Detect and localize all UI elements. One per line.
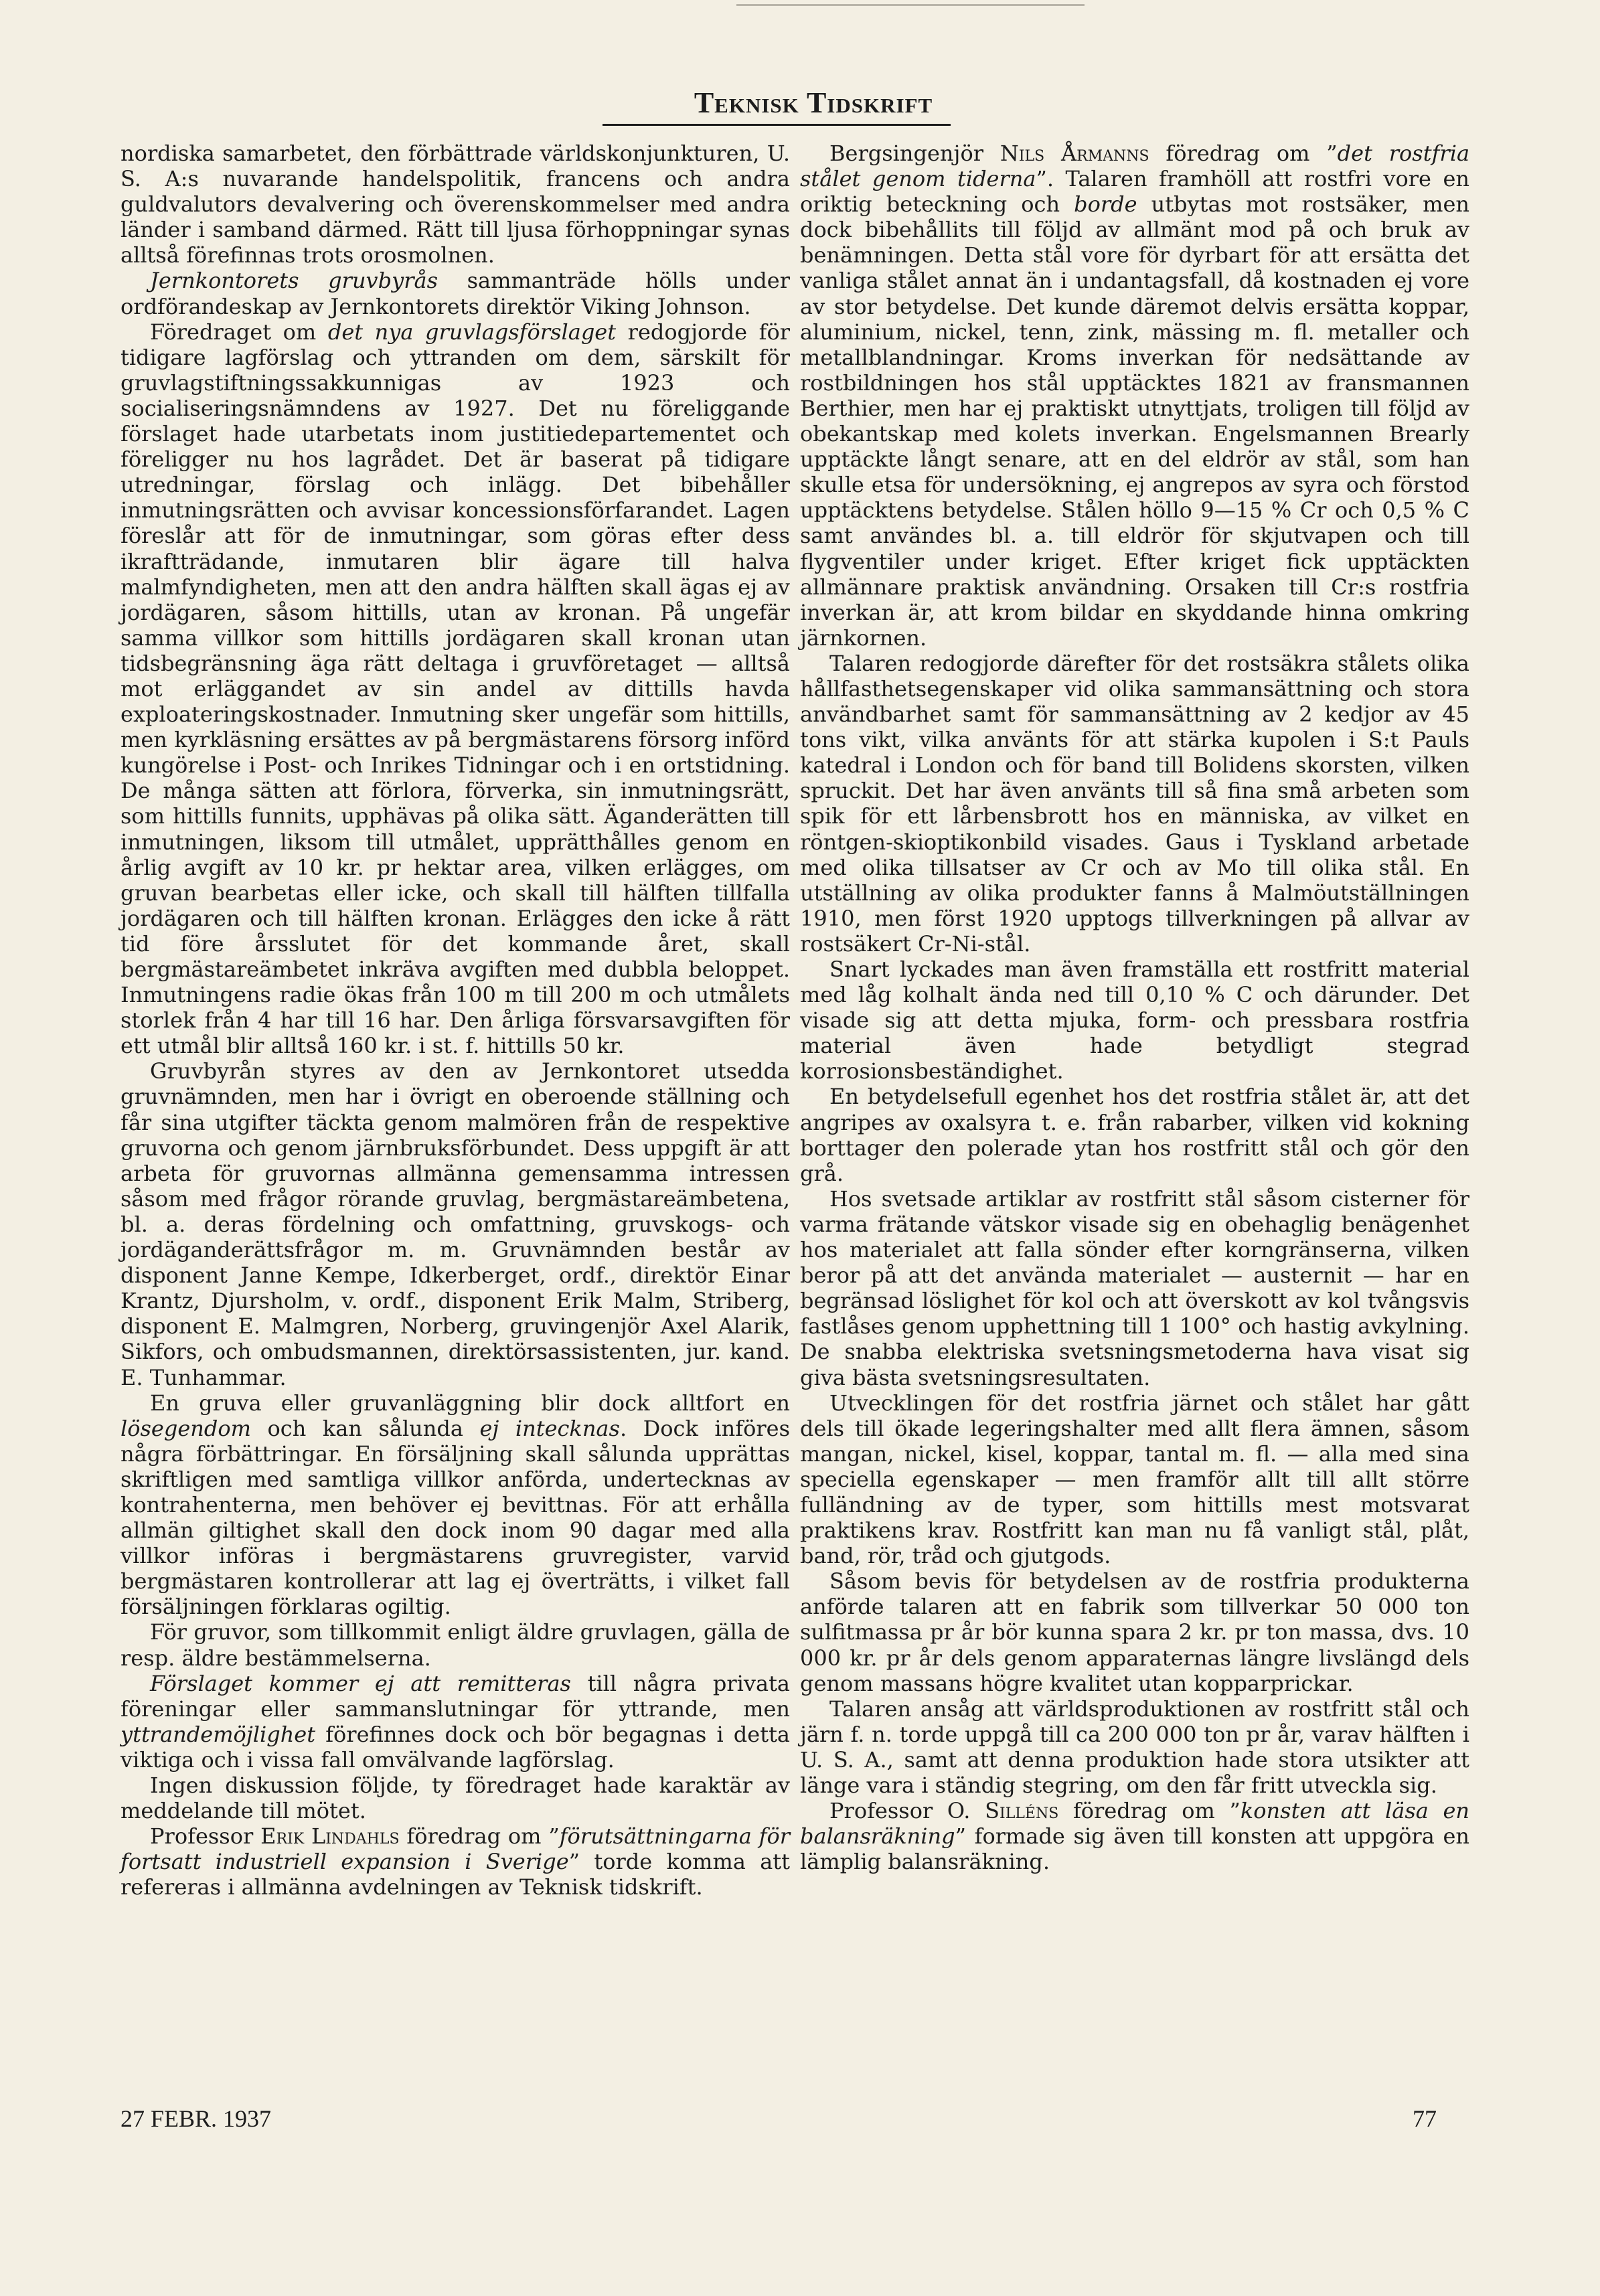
paragraph: Bergsingenjör Nils Årmanns föredrag om ”det rostfria stålet genom tiderna”. Talaren framhöll att rostfri vore en oriktig beteckning och borde utbytas mot rostsäker, men dock bibehållits till följd av allmänt mod på och bruk av benämningen. Detta stål vore för dyrbart för att ersätta det vanliga stålet annat än i undantagsfall, då kostnaden ej vore av stor betydelse. Det kunde däremot delvis ersätta koppar, aluminium, nickel, tenn, zink, mässing m. fl. metaller och metallblandningar. Kroms inverkan för nedsättande av rostbildningen hos stål upptäcktes 1821 av fransmannen Berthier, men har ej praktiskt utnyttjats, troligen till följd av obekantskap med kolets inverkan. Engelsmannen Brearly upptäckte långt senare, att en del eldrör av stål, som han skulle etsa för undersökning, ej angrepos av syra och förstod upptäcktens betydelse. Stålen höllo 9—15 % Cr och 0,5 % C samt användes bl. a. till eldrör för skjutvapen och till flygventiler under kriget. Efter kriget fick upptäckten allmännare praktisk användning. Orsaken till Cr:s rostfria inverkan är, att krom bildar en skyddande hinna omkring järnkornen. [800, 141, 1470, 651]
paragraph: En gruva eller gruvanläggning blir dock alltfort en lösegendom och kan sålunda ej intecknas. Dock införes några förbättringar. En försäljning skall sålunda upprättas skriftligen med samtliga villkor anförda, undertecknas av kontrahenterna, men behöver ej bevittnas. För att erhålla allmän giltighet skall den dock inom 90 dagar med alla villkor införas i bergmästarens gruvregister, varvid bergmästaren kontrollerar att lag ej överträtts, i vilket fall försäljningen förklaras ogiltig. [121, 1390, 791, 1620]
paragraph: Professor O. Silléns föredrag om ”konsten att läsa en balansräkning” formade sig även till konsten att uppgöra en lämplig balansräkning. [800, 1798, 1470, 1875]
top-edge-rule [736, 4, 1085, 6]
paragraph: Såsom bevis för betydelsen av de rostfria produkterna anförde talaren att en fabrik som tillverkar 50 000 ton sulfitmassa pr år bör kunna spara 2 kr. pr ton massa, dvs. 10 000 kr. pr år dels genom apparaternas längre livslängd dels genom massans högre kvalitet utan kopparprickar. [800, 1568, 1469, 1696]
paragraph: Jernkontorets gruvbyrås sammanträde hölls under ordförandeskap av Jernkontorets direktör Viking Johnson. [121, 268, 791, 319]
paragraph: Talaren redogjorde därefter för det rostsäkra stålets olika hållfasthetsegenskaper vid olika sammansättning och stora användbarhet samt för sammansättning av 2 kedjor av 45 tons vikt, vilka använts för att stärka kupolen i S:t Pauls katedral i London och för band till Bolidens skorsten, vilken spruckit. Det har även använts till så fina små arbeten som spik för ett lårbensbrott hos en människa, av vilket en röntgen-skioptikonbild visades. Gaus i Tyskland arbetade med olika tillsatser av Cr och av Mo till olika stål. En utställning av olika produkter fanns å Malmöutställningen 1910, men först 1920 upptogs tillverkningen på allvar av rostsäkert Cr-Ni-stål. [800, 650, 1469, 957]
paragraph: Utvecklingen för det rostfria järnet och stålet har gått dels till ökade legeringshalter med allt flera ämnen, såsom mangan, nickel, kisel, koppar, tantal m. fl. — alla med sina speciella egenskaper — men framför allt till allt större fulländning av de typer, som hittills mest motsvarat praktikens krav. Rostfritt kan man nu få vanligt stål, plåt, band, rör, tråd och gjutgods. [800, 1390, 1469, 1569]
journal-masthead: Teknisk Tidskrift [694, 86, 933, 119]
paragraph: Föredraget om det nya gruvlagsförslaget redogjorde för tidigare lagförslag och yttranden om dem, särskilt för gruvlagstiftningssakkunnigas av 1923 och socialiseringsnämndens av 1927. Det nu föreliggande förslaget hade utarbetats inom justitiedepartementet och föreligger nu hos lagrådet. Det är baserat på tidigare utredningar, förslag och inlägg. Det bibehåller inmutningsrätten och avvisar koncessionsförfarandet. Lagen föreslår att för de inmutningar, som göras efter dess ikraftträdande, inmutaren blir ägare till halva malmfyndigheten, men att den andra hälften skall ägas ej av jordägaren, såsom hittills, utan av kronan. På ungefär samma villkor som hittills jordägaren skall kronan utan tidsbegränsning äga rätt deltaga i gruvföretaget — alltså mot erläggandet av sin andel av dittills havda exploateringskostnader. Inmutning sker ungefär som hittills, men kyrkläsning ersättes av på bergmästarens försorg införd kungörelse i Post- och Inrikes Tidningar och i en ortstidning. De många sätten att förlora, förverka, sin inmutningsrätt, som hittills funnits, upphävas på olika sätt. Äganderätten till inmutningen, liksom till utmålet, upprätthålles genom en årlig avgift av 10 kr. pr hektar area, vilken erlägges, om gruvan bearbetas eller icke, och skall till hälften tillfalla jordägaren och till hälften kronan. Erlägges den icke å rätt tid före årsslutet för det kommande året, skall bergmästareämbetet inkräva avgiften med dubbla beloppet. Inmutningens radie ökas från 100 m till 200 m och utmålets storlek från 4 har till 16 har. Den årliga försvarsavgiften för ett utmål blir alltså 160 kr. i st. f. hittills 50 kr. [121, 319, 791, 1059]
page-number: 77 [1413, 2105, 1437, 2132]
paragraph: Professor Erik Lindahls föredrag om ”förutsättningarna för fortsatt industriell expansion i Sverige” torde komma att refereras i allmänna avdelningen av Teknisk tidskrift. [121, 1823, 791, 1900]
paragraph: Ingen diskussion följde, ty föredraget hade karaktär av meddelande till mötet. [121, 1773, 790, 1824]
paragraph: För gruvor, som tillkommit enligt äldre gruvlagen, gälla de resp. äldre bestämmelserna. [121, 1619, 790, 1671]
right-column [800, 141, 1469, 1874]
issue-date: 27 FEBR. 1937 [121, 2105, 272, 2132]
paragraph: Gruvbyrån styres av den av Jernkontoret utsedda gruvnämnden, men har i övrigt en oberoende ställning och får sina utgifter täckta genom malmören från de respektive gruvorna och genom järnbruksförbundet. Dess uppgift är att arbeta för gruvornas allmänna gemensamma intressen såsom med frågor rörande gruvlag, bergmästareämbetena, bl. a. deras fördelning och omfattning, gruvskogs- och jordäganderättsfrågor m. m. Gruvnämnden består av disponent Janne Kempe, Idkerberget, ordf., direktör Einar Krantz, Djursholm, v. ordf., disponent Erik Malm, Striberg, disponent E. Malmgren, Norberg, gruvingenjör Axel Alarik, Sikfors, och ombudsmannen, direktörsassistenten, jur. kand. E. Tunhammar. [121, 1058, 790, 1390]
left-column [121, 141, 790, 1900]
paragraph: En betydelsefull egenhet hos det rostfria stålet är, att det angripes av oxalsyra t. e. från rabarber, vilken vid kokning borttager den polerade ytan hos rostfritt stål och gör den grå. [800, 1084, 1469, 1186]
masthead-rule [603, 124, 951, 126]
paragraph: Förslaget kommer ej att remitteras till några privata föreningar eller sammanslutningar för yttrande, men yttrandemöjlighet förefinnes dock och bör begagnas i detta viktiga och i vissa fall omvälvande lagförslag. [121, 1670, 791, 1773]
paragraph: Snart lyckades man även framställa ett rostfritt material med låg kolhalt ända ned till 0,10 % C och därunder. Det visade sig att detta mjuka, form- och pressbara rostfria material även hade betydligt stegrad korrosionsbeständighet. [800, 957, 1469, 1084]
paragraph: Hos svetsade artiklar av rostfritt stål såsom cisterner för varma frätande vätskor visade sig en obehaglig benägenhet hos materialet att falla sönder efter korngränserna, vilken beror på att det använda materialet — austernit — har en begränsad löslighet för kol och att överskott av kol tvångsvis fastlåses genom upphettning till 1 100° och hastig avkylning. De snabba elektriska svetsningsmetoderna hava visat sig giva bästa svetsningsresultaten. [800, 1185, 1469, 1390]
paragraph: nordiska samarbetet, den förbättrade världskonjunkturen, U. S. A:s nuvarande handelspolitik, francens och andra guldvalutors devalvering och överenskommelser med andra länder i samband därmed. Rätt till ljusa förhoppningar synas alltså förefinnas trots orosmolnen. [121, 141, 790, 268]
paragraph: Talaren ansåg att världsproduktionen av rostfritt stål och järn f. n. torde uppgå till ca 200 000 ton pr år, varav hälften i U. S. A., samt att denna produktion hade stora utsikter att länge vara i ständig stegring, om den får fritt utveckla sig. [800, 1696, 1469, 1798]
